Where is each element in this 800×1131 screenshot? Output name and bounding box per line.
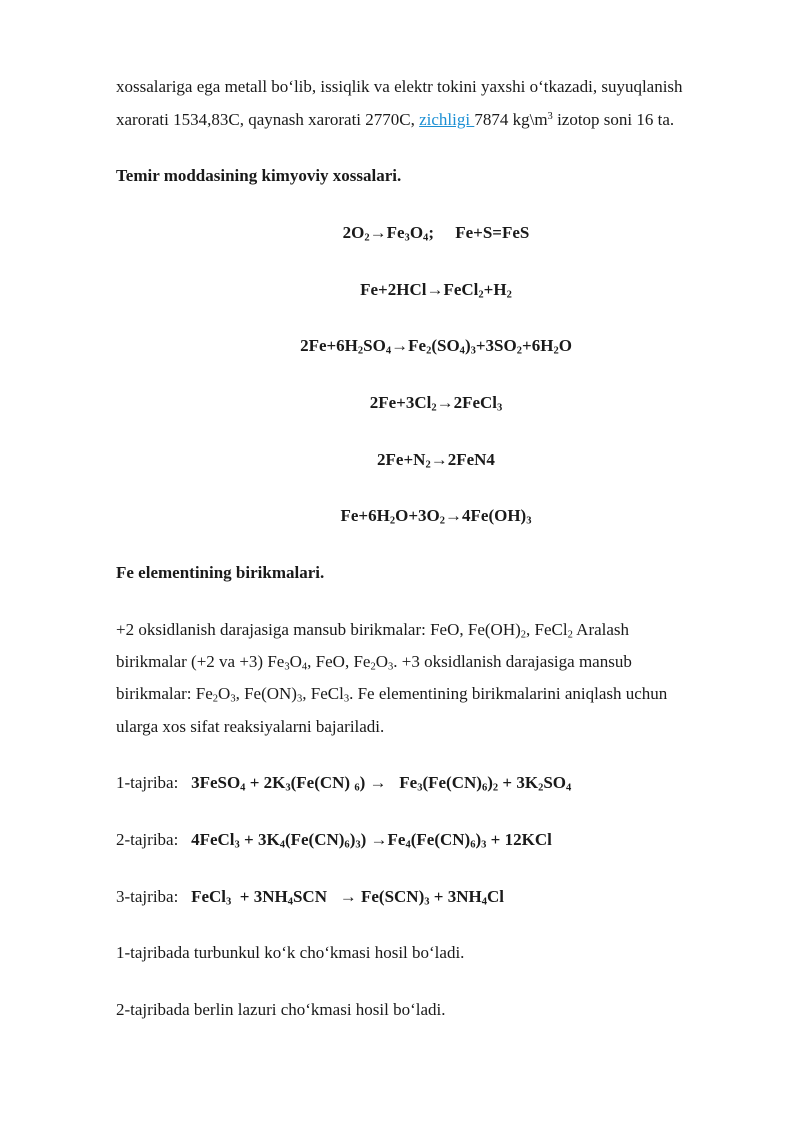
experiment-1-label: 1-tajriba: [116,773,179,792]
experiment-3 [116,887,504,907]
reaction-6: $Fe+6H_2O+3O_2\to 4Fe(OH)_3$ [340,506,532,527]
experiment-3-label: 3-tajriba: [116,887,179,906]
compounds-line-4: ularga xos sifat reaksiyalarni bajariladi. [116,717,385,736]
intro-line-1: xossalariga ega metall bo‘lib, issiqlik va elektr tokini yaxshi o‘tkazadi, suyuqlanish [116,77,683,96]
experiment-2-label: 2-tajriba: [116,830,179,849]
result-1: 1-tajribada turbunkul ko‘k cho‘kmasi hosil bo‘ladi. [116,943,465,962]
intro-line-2: xarorati 1534,83C, qaynash xarorati 2770C, zichligi 7874 $kg\backslash m^3$ izotop soni 16 ta. [116,110,675,129]
result-2: 2-tajribada berlin lazuri cho‘kmasi hosil bo‘ladi. [116,1000,446,1019]
reaction-5: $2Fe+N_2\to 2FeN4$ [377,450,495,471]
reaction-2: $Fe+2HCl\to FeCl_2+H_2$ [360,280,512,301]
reaction-1: $2O_2\to Fe_3O_4$; Fe+S=FeS [342,223,530,244]
experiment-1 [116,773,571,793]
compounds-line-2: birikmalar (+2 va +3) $Fe_3O_4$, FeO, $Fe_2O_3$. +3 oksidlanish darajasiga mansub [116,652,632,673]
heading-compounds: Fe elementining birikmalari. [116,563,325,582]
heading-chemical-properties: Temir moddasining kimyoviy xossalari. [116,166,402,185]
experiment-1-equation: 3FeSO$_4$ + $2K_3(Fe(CN) _6) \to Fe_3(Fe(CN)_6)_2 + 3K_2SO_4$ [191,773,572,794]
experiment-2-equation: 4FeCl$_3$ + $3K_4(Fe(CN)_6)_3) \to Fe_4(Fe(CN)_6)_3 + 12KCl$ [191,830,552,851]
experiment-2 [116,830,552,850]
experiment-3-equation: FeCl$_3$ + $3NH_4SCN \to Fe(SCN)_3 + 3NH_4Cl$ [191,887,504,908]
density-link[interactable]: zichligi [419,110,475,129]
compounds-line-3: birikmalar: $Fe_2O_3$, $Fe(ON)_3$, FeCl$_3$. Fe elementining birikmalarini aniqlash uchun [116,684,668,705]
compounds-line-1: +2 oksidlanish darajasiga mansub birikmalar: FeO, $Fe(OH)_2$, FeCl$_2$ Aralash [116,620,630,641]
reaction-4: $2Fe+3Cl_2\to 2FeCl_3$ [369,393,503,414]
reaction-3: $2Fe+6H_2SO_4\to Fe_2(SO_4)_3+3SO_2+6H_2O$ [300,336,572,357]
